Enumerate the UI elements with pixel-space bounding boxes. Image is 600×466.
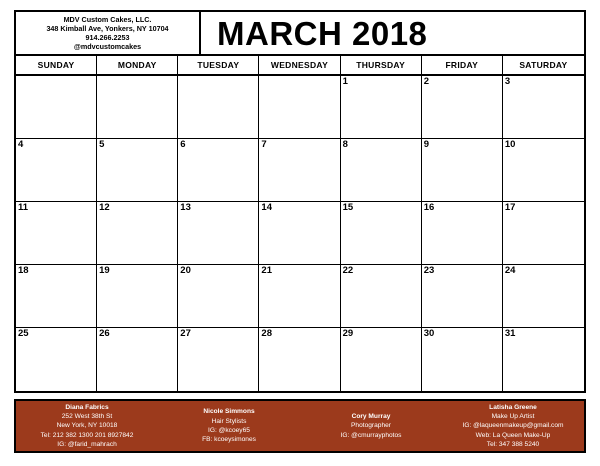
sponsor-name: Nicole Simmons	[203, 408, 255, 416]
day-cell[interactable]	[16, 139, 97, 202]
day-cell[interactable]	[341, 265, 422, 328]
day-cell[interactable]	[178, 265, 259, 328]
day-cell[interactable]	[259, 202, 340, 265]
day-cell[interactable]	[97, 265, 178, 328]
day-cell[interactable]	[97, 139, 178, 202]
sponsor-line: Tel: 347 388 5240	[486, 441, 540, 449]
month-title-block	[201, 12, 584, 54]
day-number: 19	[99, 265, 110, 276]
sponsor-line: IG: @kcoey65	[208, 427, 250, 434]
weekday-wednesday: WEDNESDAY	[259, 56, 340, 74]
day-cell[interactable]	[422, 139, 503, 202]
day-cell[interactable]	[341, 202, 422, 265]
day-cell[interactable]	[97, 76, 178, 139]
day-number: 8	[342, 139, 348, 150]
day-cell[interactable]	[503, 202, 584, 265]
day-cell[interactable]	[178, 76, 259, 139]
day-number: 12	[99, 202, 110, 213]
day-cell[interactable]	[97, 202, 178, 265]
day-number: 3	[504, 76, 511, 87]
day-cell[interactable]	[16, 328, 97, 391]
day-cell[interactable]	[178, 202, 259, 265]
day-cell[interactable]	[259, 139, 340, 202]
day-cell[interactable]	[259, 265, 340, 328]
sponsor-cory-murray	[300, 411, 442, 441]
day-cell[interactable]	[341, 76, 422, 139]
weekday-thursday: THURSDAY	[341, 56, 422, 74]
sponsor-line: New York, NY 10018	[56, 422, 118, 430]
day-number: 13	[180, 202, 191, 213]
sponsor-latisha-greene	[442, 402, 584, 451]
sponsor-name: Diana Fabrics	[65, 403, 109, 411]
day-cell[interactable]	[16, 265, 97, 328]
day-number: 2	[423, 76, 429, 87]
business-social: @mdvcustomcakes	[73, 42, 142, 52]
day-cell[interactable]	[422, 265, 503, 328]
day-cell[interactable]	[503, 76, 584, 139]
day-number: 21	[261, 265, 272, 276]
sponsor-line: IG: @laqueenmakeup@gmail.com	[462, 422, 564, 430]
sponsor-line: IG: @farid_mahrach	[57, 441, 117, 449]
day-number: 9	[423, 139, 429, 150]
calendar-grid	[14, 76, 586, 393]
day-cell[interactable]	[503, 265, 584, 328]
day-cell[interactable]	[341, 328, 422, 391]
sponsor-name: Latisha Greene	[489, 403, 537, 411]
day-number: 18	[18, 265, 29, 276]
day-cell[interactable]	[259, 76, 340, 139]
day-number: 23	[423, 265, 435, 276]
day-cell[interactable]	[16, 202, 97, 265]
sponsor-diana-fabrics	[16, 402, 158, 451]
day-cell[interactable]	[422, 328, 503, 391]
business-address: 348 Kimball Ave, Yonkers, NY 10704	[46, 23, 169, 33]
sponsor-name: Cory Murray	[351, 412, 391, 420]
sponsor-line: IG: @cmurrayphotos	[340, 431, 402, 439]
sponsor-footer	[14, 399, 586, 453]
day-number: 15	[342, 202, 354, 213]
business-name: MDV Custom Cakes, LLC.	[63, 14, 152, 24]
day-number: 28	[261, 328, 272, 339]
day-number: 16	[423, 202, 435, 213]
day-number: 20	[180, 265, 191, 276]
weekday-sunday: SUNDAY	[16, 56, 97, 74]
day-cell[interactable]	[16, 76, 97, 139]
sponsor-line: Photographer	[351, 422, 391, 430]
day-cell[interactable]	[97, 328, 178, 391]
day-number: 7	[261, 139, 267, 150]
day-number: 17	[504, 202, 516, 213]
business-phone: 914.266.2253	[85, 33, 130, 42]
sponsor-line: FB: kcoeysimones	[202, 436, 256, 444]
day-number: 11	[18, 202, 29, 213]
weekday-tuesday: TUESDAY	[178, 56, 259, 74]
page-title: MARCH 2018	[217, 14, 428, 52]
day-cell[interactable]	[259, 328, 340, 391]
day-number: 1	[342, 76, 348, 87]
weekday-friday: FRIDAY	[422, 56, 503, 74]
day-number: 14	[261, 202, 272, 213]
day-cell[interactable]	[178, 328, 259, 391]
day-number: 26	[99, 328, 110, 339]
sponsor-line: 252 West 38th St	[61, 412, 113, 420]
day-number: 6	[180, 139, 186, 150]
weekday-header-row	[14, 56, 586, 76]
day-number: 22	[342, 265, 354, 276]
day-number: 10	[504, 139, 516, 150]
day-number: 25	[18, 328, 29, 339]
sponsor-nicole-simmons	[158, 406, 300, 445]
day-cell[interactable]	[422, 76, 503, 139]
day-cell[interactable]	[503, 139, 584, 202]
day-number: 27	[180, 328, 191, 339]
day-cell[interactable]	[178, 139, 259, 202]
calendar-header	[14, 10, 586, 56]
day-number: 24	[504, 265, 516, 276]
sponsor-line: Hair Stylists	[211, 417, 247, 425]
day-cell[interactable]	[503, 328, 584, 391]
day-number: 31	[504, 328, 516, 339]
day-cell[interactable]	[422, 202, 503, 265]
day-number: 4	[18, 139, 24, 150]
weekday-monday: MONDAY	[97, 56, 178, 74]
weekday-saturday: SATURDAY	[519, 60, 568, 70]
day-cell[interactable]	[341, 139, 422, 202]
sponsor-line: Web: La Queen Make-Up	[475, 431, 551, 439]
sponsor-line: Tel: 212 382 1300 201 8927842	[40, 431, 134, 439]
sponsor-line: Make Up Artist	[491, 412, 535, 420]
day-number: 5	[99, 139, 105, 150]
day-number: 30	[423, 328, 435, 339]
day-number: 29	[342, 328, 354, 339]
business-info-block	[16, 12, 201, 54]
